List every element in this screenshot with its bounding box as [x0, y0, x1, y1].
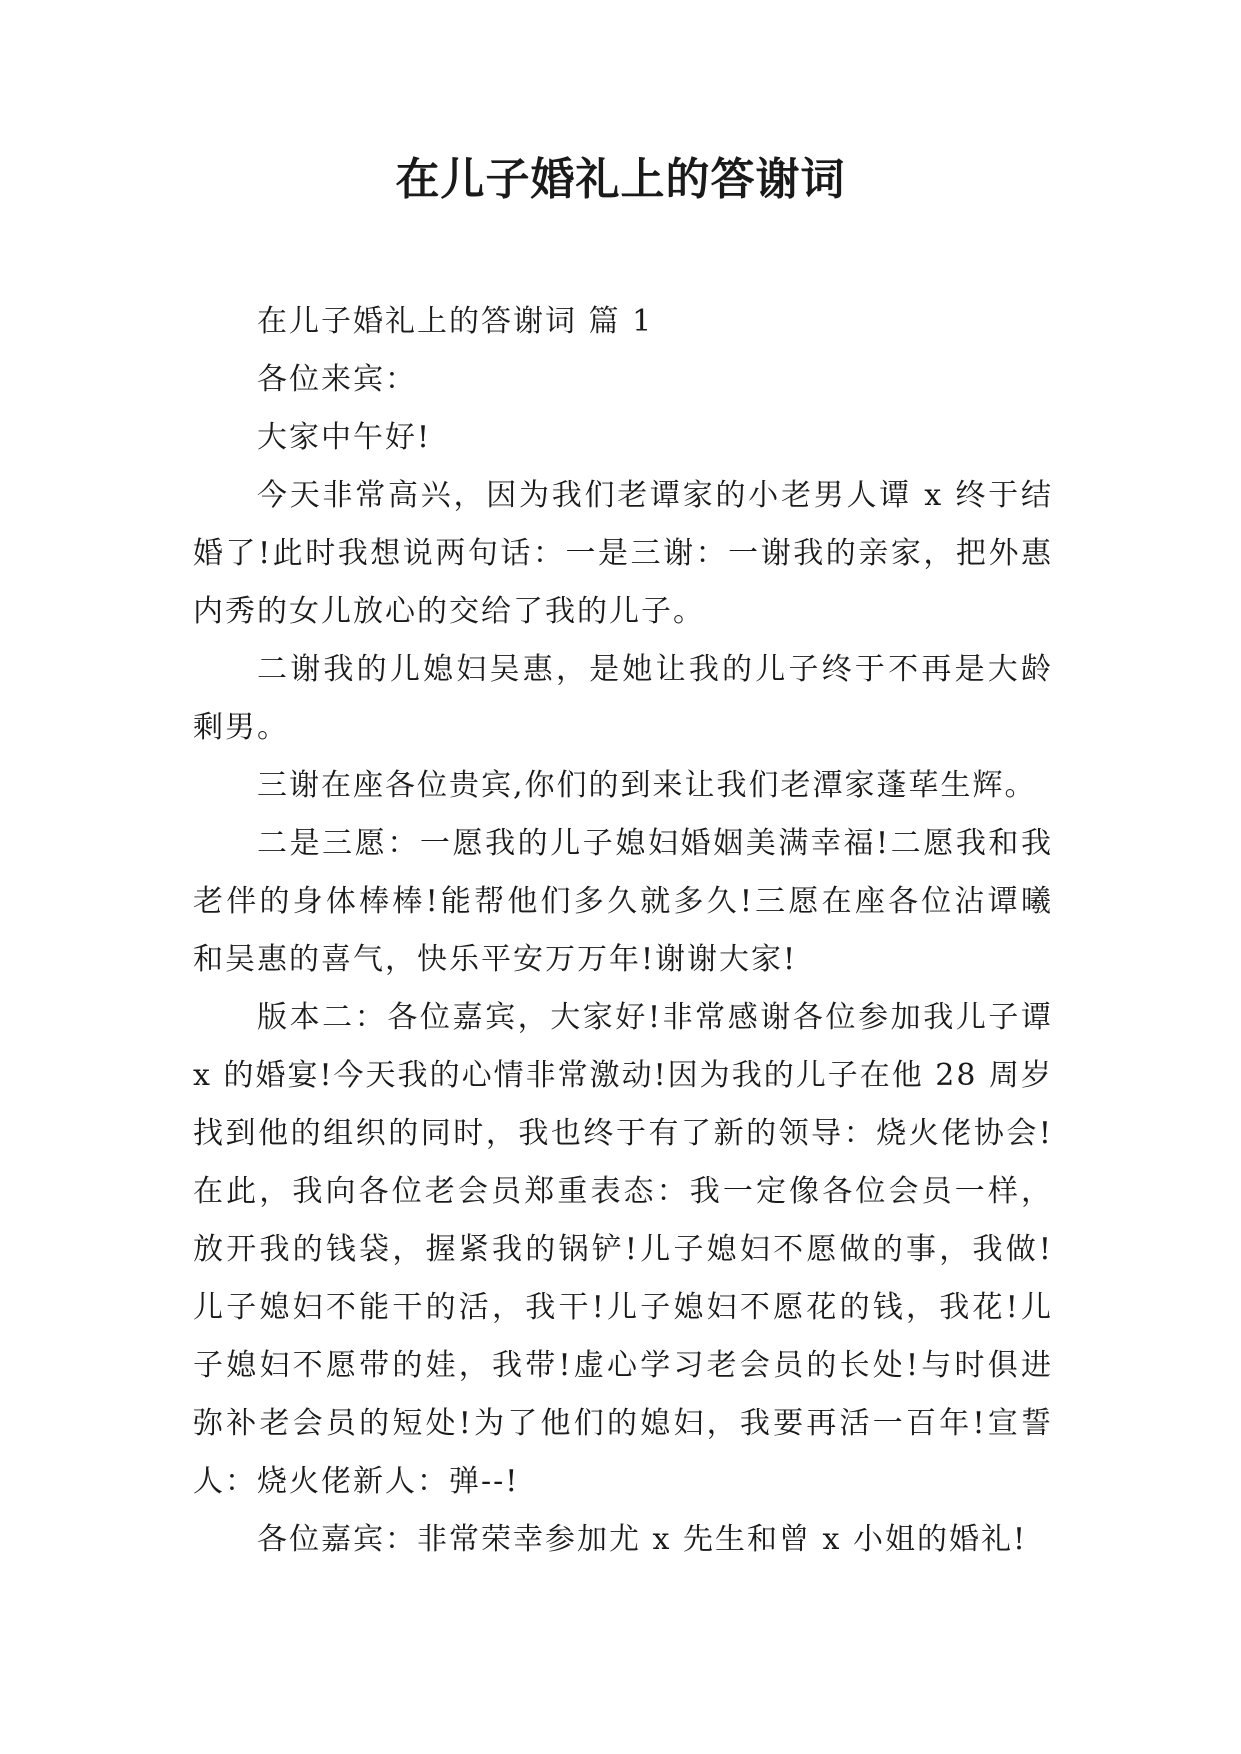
- paragraph: 版本二：各位嘉宾，大家好!非常感谢各位参加我儿子谭 x 的婚宴!今天我的心情非常激动!因为我的儿子在他 28 周岁找到他的组织的同时，我也终于有了新的领导：烧火佬协会!在此，我向各位老会员郑重表态：我一定像各位会员一样，放开我的钱袋，握紧我的锅铲!儿子媳妇不愿做的事，我做!儿子媳妇不能干的活，我干!儿子媳妇不愿花的钱，我花!儿子媳妇不愿带的娃，我带!虚心学习老会员的长处!与时俱进弥补老会员的短处!为了他们的媳妇，我要再活一百年!宣誓人：烧火佬新人：弹--!: [193, 1000, 1053, 1499]
- document-title: 在儿子婚礼上的答谢词: [395, 154, 846, 205]
- paragraph: 各位嘉宾：非常荣幸参加尤 x 先生和曾 x 小姐的婚礼!: [257, 1522, 1028, 1557]
- paragraph-heading: 在儿子婚礼上的答谢词 篇 1: [257, 304, 654, 339]
- paragraph: 二是三愿：一愿我的儿子媳妇婚姻美满幸福!二愿我和我老伴的身体棒棒!能帮他们多久就多久!三愿在座各位沾谭曦和吴惠的喜气，快乐平安万万年!谢谢大家!: [193, 826, 1053, 977]
- paragraph: 今天非常高兴，因为我们老谭家的小老男人谭 x 终于结婚了!此时我想说两句话：一是三谢：一谢我的亲家，把外惠内秀的女儿放心的交给了我的儿子。: [193, 478, 1053, 629]
- document-body: [193, 293, 1053, 1569]
- paragraph-salutation: 各位来宾：: [257, 362, 417, 397]
- paragraph: 三谢在座各位贵宾,你们的到来让我们老潭家蓬荜生辉。: [257, 768, 1037, 803]
- paragraph-greeting: 大家中午好!: [257, 420, 432, 455]
- paragraph: 二谢我的儿媳妇吴惠，是她让我的儿子终于不再是大龄剩男。: [193, 652, 1053, 745]
